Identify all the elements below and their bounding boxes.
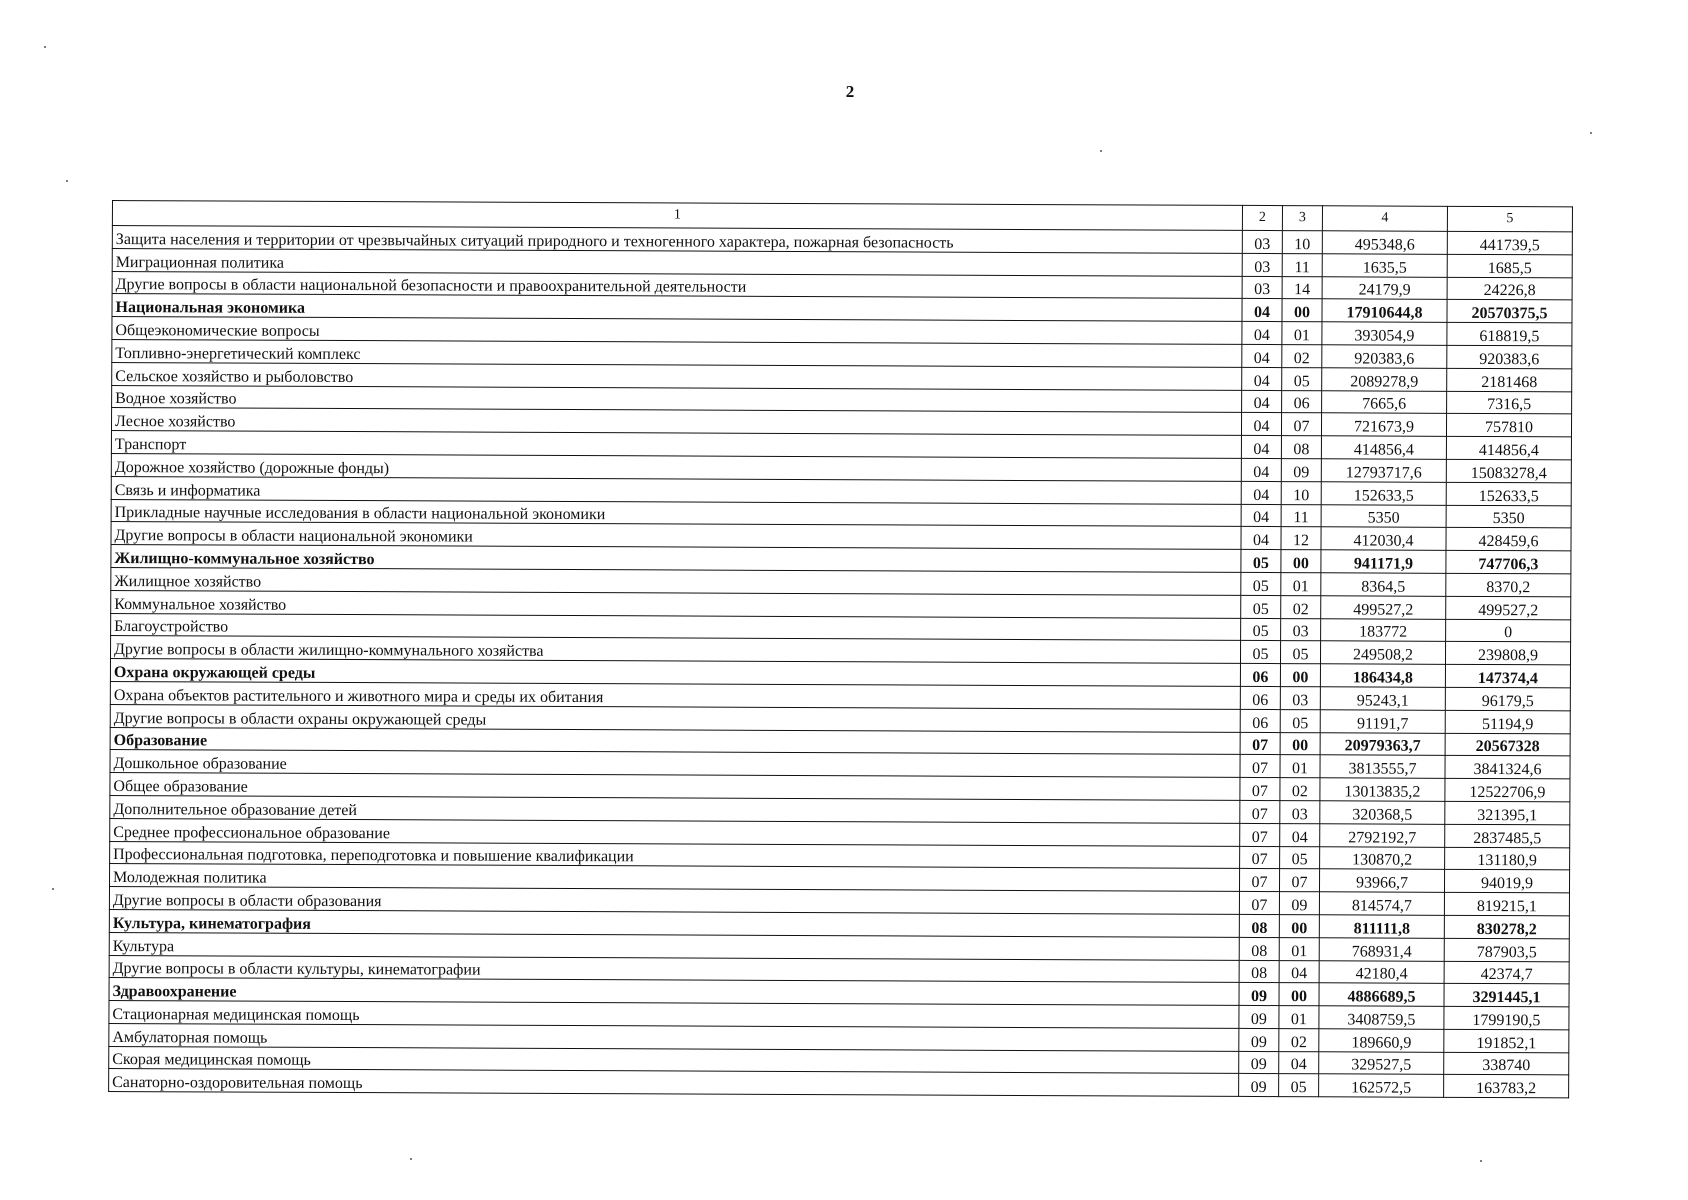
- row-section-code: 08: [1239, 960, 1279, 983]
- row-subsection-code: 04: [1279, 1051, 1319, 1074]
- row-value-2: 920383,6: [1447, 345, 1572, 368]
- row-value-1: 152633,5: [1321, 482, 1446, 505]
- row-name: Водное хозяйство: [112, 385, 1242, 413]
- row-value-2: 42374,7: [1444, 961, 1569, 984]
- row-value-1: 93966,7: [1319, 869, 1444, 892]
- row-section-code: 04: [1242, 344, 1282, 367]
- row-name: Другие вопросы в области культуры, кинематографии: [109, 955, 1239, 983]
- row-value-2: 51194,9: [1445, 710, 1570, 733]
- row-value-1: 13013835,2: [1320, 778, 1445, 801]
- row-name: Коммунальное хозяйство: [111, 590, 1241, 618]
- row-value-2: 8370,2: [1446, 573, 1571, 596]
- row-value-2: 1799190,5: [1444, 1006, 1569, 1029]
- row-value-2: 499527,2: [1446, 596, 1571, 619]
- row-name: Другие вопросы в области национальной экономики: [111, 522, 1241, 550]
- row-value-2: 94019,9: [1444, 870, 1569, 893]
- row-name: Защита населения и территории от чрезвычайных ситуаций природного и техногенного характера, пожарная безопасность: [112, 226, 1242, 254]
- row-subsection-code: 02: [1282, 345, 1322, 368]
- row-section-code: 04: [1242, 367, 1282, 390]
- row-value-1: 24179,9: [1322, 276, 1447, 299]
- row-name: Дорожное хозяйство (дорожные фонды): [111, 453, 1241, 481]
- row-value-2: 787903,5: [1444, 938, 1569, 961]
- row-section-code: 04: [1241, 436, 1281, 459]
- row-value-1: 721673,9: [1321, 413, 1446, 436]
- row-value-1: 920383,6: [1322, 345, 1447, 368]
- row-name: Лесное хозяйство: [111, 408, 1241, 436]
- row-value-2: 7316,5: [1447, 391, 1572, 414]
- row-value-2: 819215,1: [1444, 892, 1569, 915]
- row-value-1: 414856,4: [1321, 436, 1446, 459]
- column-header-name: 1: [112, 201, 1242, 231]
- row-value-2: 3291445,1: [1444, 984, 1569, 1007]
- row-subsection-code: 03: [1280, 687, 1320, 710]
- row-value-1: 329527,5: [1319, 1051, 1444, 1074]
- column-header-value-2: 5: [1447, 206, 1572, 232]
- row-section-code: 07: [1239, 869, 1279, 892]
- row-section-code: 03: [1242, 276, 1282, 299]
- row-value-1: 130870,2: [1320, 846, 1445, 869]
- row-section-code: 08: [1239, 914, 1279, 937]
- scan-speck: [52, 888, 54, 890]
- row-value-2: 0: [1446, 619, 1571, 642]
- row-subsection-code: 03: [1280, 801, 1320, 824]
- row-section-code: 09: [1239, 983, 1279, 1006]
- row-subsection-code: 07: [1279, 869, 1319, 892]
- row-value-1: 95243,1: [1320, 687, 1445, 710]
- row-subsection-code: 02: [1280, 778, 1320, 801]
- row-value-2: 12522706,9: [1445, 778, 1570, 801]
- scan-speck: [66, 180, 68, 182]
- row-name: Благоустройство: [111, 613, 1241, 641]
- row-section-code: 04: [1241, 504, 1281, 527]
- row-section-code: 04: [1242, 322, 1282, 345]
- row-value-2: 131180,9: [1445, 847, 1570, 870]
- row-section-code: 07: [1240, 778, 1280, 801]
- row-section-code: 09: [1239, 1051, 1279, 1074]
- row-name: Культура, кинематография: [109, 909, 1239, 937]
- row-section-code: 09: [1239, 1006, 1279, 1029]
- row-name: Миграционная политика: [112, 248, 1242, 276]
- scan-speck: [44, 46, 46, 48]
- row-value-2: 239808,9: [1445, 642, 1570, 665]
- row-subsection-code: 01: [1280, 755, 1320, 778]
- row-value-1: 186434,8: [1320, 664, 1445, 687]
- row-subsection-code: 09: [1281, 459, 1321, 482]
- scan-speck: [1100, 150, 1102, 152]
- row-subsection-code: 05: [1279, 1074, 1319, 1097]
- row-value-2: 414856,4: [1446, 436, 1571, 459]
- row-section-code: 07: [1240, 846, 1280, 869]
- row-name: Другие вопросы в области охраны окружающей среды: [110, 704, 1240, 732]
- row-subsection-code: 00: [1281, 550, 1321, 573]
- row-name: Другие вопросы в области национальной безопасности и правоохранительной деятельности: [112, 271, 1242, 299]
- row-subsection-code: 03: [1281, 618, 1321, 641]
- row-section-code: 05: [1241, 618, 1281, 641]
- row-value-1: 811111,8: [1319, 915, 1444, 938]
- row-section-code: 07: [1239, 892, 1279, 915]
- row-name: Профессиональная подготовка, переподготовка и повышение квалификации: [110, 841, 1240, 869]
- row-value-1: 1635,5: [1322, 254, 1447, 277]
- row-value-2: 20567328: [1445, 733, 1570, 756]
- row-name: Связь и информатика: [111, 476, 1241, 504]
- row-subsection-code: 09: [1279, 892, 1319, 915]
- row-value-1: 814574,7: [1319, 892, 1444, 915]
- row-value-2: 2837485,5: [1445, 824, 1570, 847]
- row-section-code: 09: [1239, 1028, 1279, 1051]
- row-name: Среднее профессиональное образование: [110, 818, 1240, 846]
- row-subsection-code: 11: [1281, 504, 1321, 527]
- row-section-code: 04: [1241, 413, 1281, 436]
- row-value-1: 2792192,7: [1320, 823, 1445, 846]
- row-value-2: 96179,5: [1445, 687, 1570, 710]
- row-section-code: 06: [1240, 664, 1280, 687]
- row-value-1: 17910644,8: [1322, 299, 1447, 322]
- row-section-code: 05: [1241, 595, 1281, 618]
- row-value-2: 20570375,5: [1447, 300, 1572, 323]
- row-subsection-code: 11: [1282, 253, 1322, 276]
- row-value-1: 412030,4: [1321, 527, 1446, 550]
- scan-speck: [1590, 132, 1592, 134]
- row-value-2: 830278,2: [1444, 915, 1569, 938]
- row-section-code: 07: [1240, 732, 1280, 755]
- row-value-2: 428459,6: [1446, 528, 1571, 551]
- row-value-1: 20979363,7: [1320, 732, 1445, 755]
- row-section-code: 06: [1240, 686, 1280, 709]
- row-name: Дополнительное образование детей: [110, 795, 1240, 823]
- row-name: Молодежная политика: [110, 864, 1240, 892]
- row-value-1: 941171,9: [1321, 550, 1446, 573]
- row-section-code: 07: [1240, 755, 1280, 778]
- row-name: Дошкольное образование: [110, 750, 1240, 778]
- row-subsection-code: 04: [1279, 960, 1319, 983]
- row-name: Жилищное хозяйство: [111, 567, 1241, 595]
- row-value-1: 189660,9: [1319, 1029, 1444, 1052]
- row-subsection-code: 07: [1281, 413, 1321, 436]
- row-value-2: 1685,5: [1447, 254, 1572, 277]
- row-subsection-code: 05: [1280, 709, 1320, 732]
- row-name: Культура: [109, 932, 1239, 960]
- page-number: 2: [845, 82, 855, 101]
- row-section-code: 08: [1239, 937, 1279, 960]
- row-value-1: 12793717,6: [1321, 459, 1446, 482]
- row-name: Общее образование: [110, 773, 1240, 801]
- row-subsection-code: 01: [1281, 573, 1321, 596]
- row-name: Охрана окружающей среды: [110, 659, 1240, 687]
- row-value-1: 495348,6: [1322, 231, 1447, 254]
- column-header-subsection: 3: [1282, 206, 1322, 231]
- row-subsection-code: 01: [1279, 1006, 1319, 1029]
- column-header-section: 2: [1242, 205, 1282, 230]
- column-header-value-1: 4: [1322, 206, 1447, 232]
- row-section-code: 07: [1240, 800, 1280, 823]
- row-name: Образование: [110, 727, 1240, 755]
- row-value-1: 42180,4: [1319, 960, 1444, 983]
- row-subsection-code: 00: [1282, 299, 1322, 322]
- row-value-1: 162572,5: [1319, 1074, 1444, 1097]
- row-name: Другие вопросы в области жилищно-коммунального хозяйства: [110, 636, 1240, 664]
- row-name: Здравоохранение: [109, 978, 1239, 1006]
- row-subsection-code: 05: [1280, 846, 1320, 869]
- row-value-1: 183772: [1321, 618, 1446, 641]
- row-name: Санаторно-оздоровительная помощь: [109, 1069, 1239, 1097]
- row-value-1: 320368,5: [1320, 801, 1445, 824]
- row-value-2: 5350: [1446, 505, 1571, 528]
- row-value-2: 24226,8: [1447, 277, 1572, 300]
- row-value-1: 249508,2: [1320, 641, 1445, 664]
- row-value-1: 7665,6: [1322, 390, 1447, 413]
- row-name: Общеэкономические вопросы: [112, 317, 1242, 345]
- row-section-code: 04: [1241, 458, 1281, 481]
- row-value-1: 2089278,9: [1322, 368, 1447, 391]
- table-body: [109, 226, 1573, 1099]
- row-name: Сельское хозяйство и рыболовство: [112, 362, 1242, 390]
- row-name: Прикладные научные исследования в области национальной экономики: [111, 499, 1241, 527]
- row-section-code: 05: [1241, 572, 1281, 595]
- row-subsection-code: 12: [1281, 527, 1321, 550]
- row-section-code: 05: [1240, 641, 1280, 664]
- row-subsection-code: 00: [1279, 983, 1319, 1006]
- scan-speck: [410, 1158, 412, 1160]
- row-section-code: 04: [1242, 390, 1282, 413]
- row-value-1: 91191,7: [1320, 710, 1445, 733]
- row-name: Охрана объектов растительного и животного мира и среды их обитания: [110, 681, 1240, 709]
- row-value-1: 499527,2: [1321, 596, 1446, 619]
- row-name: Амбулаторная помощь: [109, 1023, 1239, 1051]
- row-section-code: 03: [1242, 253, 1282, 276]
- row-subsection-code: 06: [1282, 390, 1322, 413]
- row-section-code: 09: [1239, 1074, 1279, 1097]
- row-subsection-code: 05: [1282, 367, 1322, 390]
- row-section-code: 04: [1242, 299, 1282, 322]
- row-value-1: 393054,9: [1322, 322, 1447, 345]
- row-subsection-code: 01: [1279, 937, 1319, 960]
- row-value-2: 152633,5: [1446, 482, 1571, 505]
- row-value-2: 163783,2: [1444, 1075, 1569, 1098]
- row-subsection-code: 10: [1281, 481, 1321, 504]
- row-value-2: 2181468: [1447, 368, 1572, 391]
- row-value-1: 8364,5: [1321, 573, 1446, 596]
- row-value-2: 618819,5: [1447, 323, 1572, 346]
- row-name: Стационарная медицинская помощь: [109, 1001, 1239, 1029]
- row-subsection-code: 08: [1281, 436, 1321, 459]
- row-section-code: 07: [1240, 823, 1280, 846]
- row-value-2: 441739,5: [1447, 231, 1572, 254]
- scan-speck: [1480, 1160, 1482, 1162]
- row-name: Другие вопросы в области образования: [109, 887, 1239, 915]
- row-value-2: 338740: [1444, 1052, 1569, 1075]
- row-section-code: 05: [1241, 550, 1281, 573]
- row-value-1: 3408759,5: [1319, 1006, 1444, 1029]
- row-subsection-code: 01: [1282, 322, 1322, 345]
- row-value-2: 321395,1: [1445, 801, 1570, 824]
- row-value-1: 768931,4: [1319, 937, 1444, 960]
- row-value-2: 147374,4: [1445, 664, 1570, 687]
- row-subsection-code: 10: [1282, 231, 1322, 254]
- row-section-code: 04: [1241, 481, 1281, 504]
- row-value-1: 5350: [1321, 504, 1446, 527]
- row-subsection-code: 00: [1280, 732, 1320, 755]
- row-value-1: 3813555,7: [1320, 755, 1445, 778]
- row-value-2: 191852,1: [1444, 1029, 1569, 1052]
- row-subsection-code: 00: [1280, 664, 1320, 687]
- row-section-code: 03: [1242, 230, 1282, 253]
- row-value-2: 757810: [1446, 414, 1571, 437]
- row-subsection-code: 02: [1281, 595, 1321, 618]
- row-name: Топливно-энергетический комплекс: [112, 339, 1242, 367]
- row-subsection-code: 02: [1279, 1028, 1319, 1051]
- row-subsection-code: 04: [1280, 823, 1320, 846]
- row-subsection-code: 05: [1280, 641, 1320, 664]
- row-name: Скорая медицинская помощь: [109, 1046, 1239, 1074]
- row-section-code: 04: [1241, 527, 1281, 550]
- row-value-2: 3841324,6: [1445, 756, 1570, 779]
- row-name: Транспорт: [111, 431, 1241, 459]
- row-value-2: 15083278,4: [1446, 459, 1571, 482]
- row-section-code: 06: [1240, 709, 1280, 732]
- row-value-1: 4886689,5: [1319, 983, 1444, 1006]
- budget-table: [108, 200, 1573, 1099]
- row-subsection-code: 14: [1282, 276, 1322, 299]
- row-value-2: 747706,3: [1446, 550, 1571, 573]
- row-name: Жилищно-коммунальное хозяйство: [111, 545, 1241, 573]
- row-name: Национальная экономика: [112, 294, 1242, 322]
- row-subsection-code: 00: [1279, 915, 1319, 938]
